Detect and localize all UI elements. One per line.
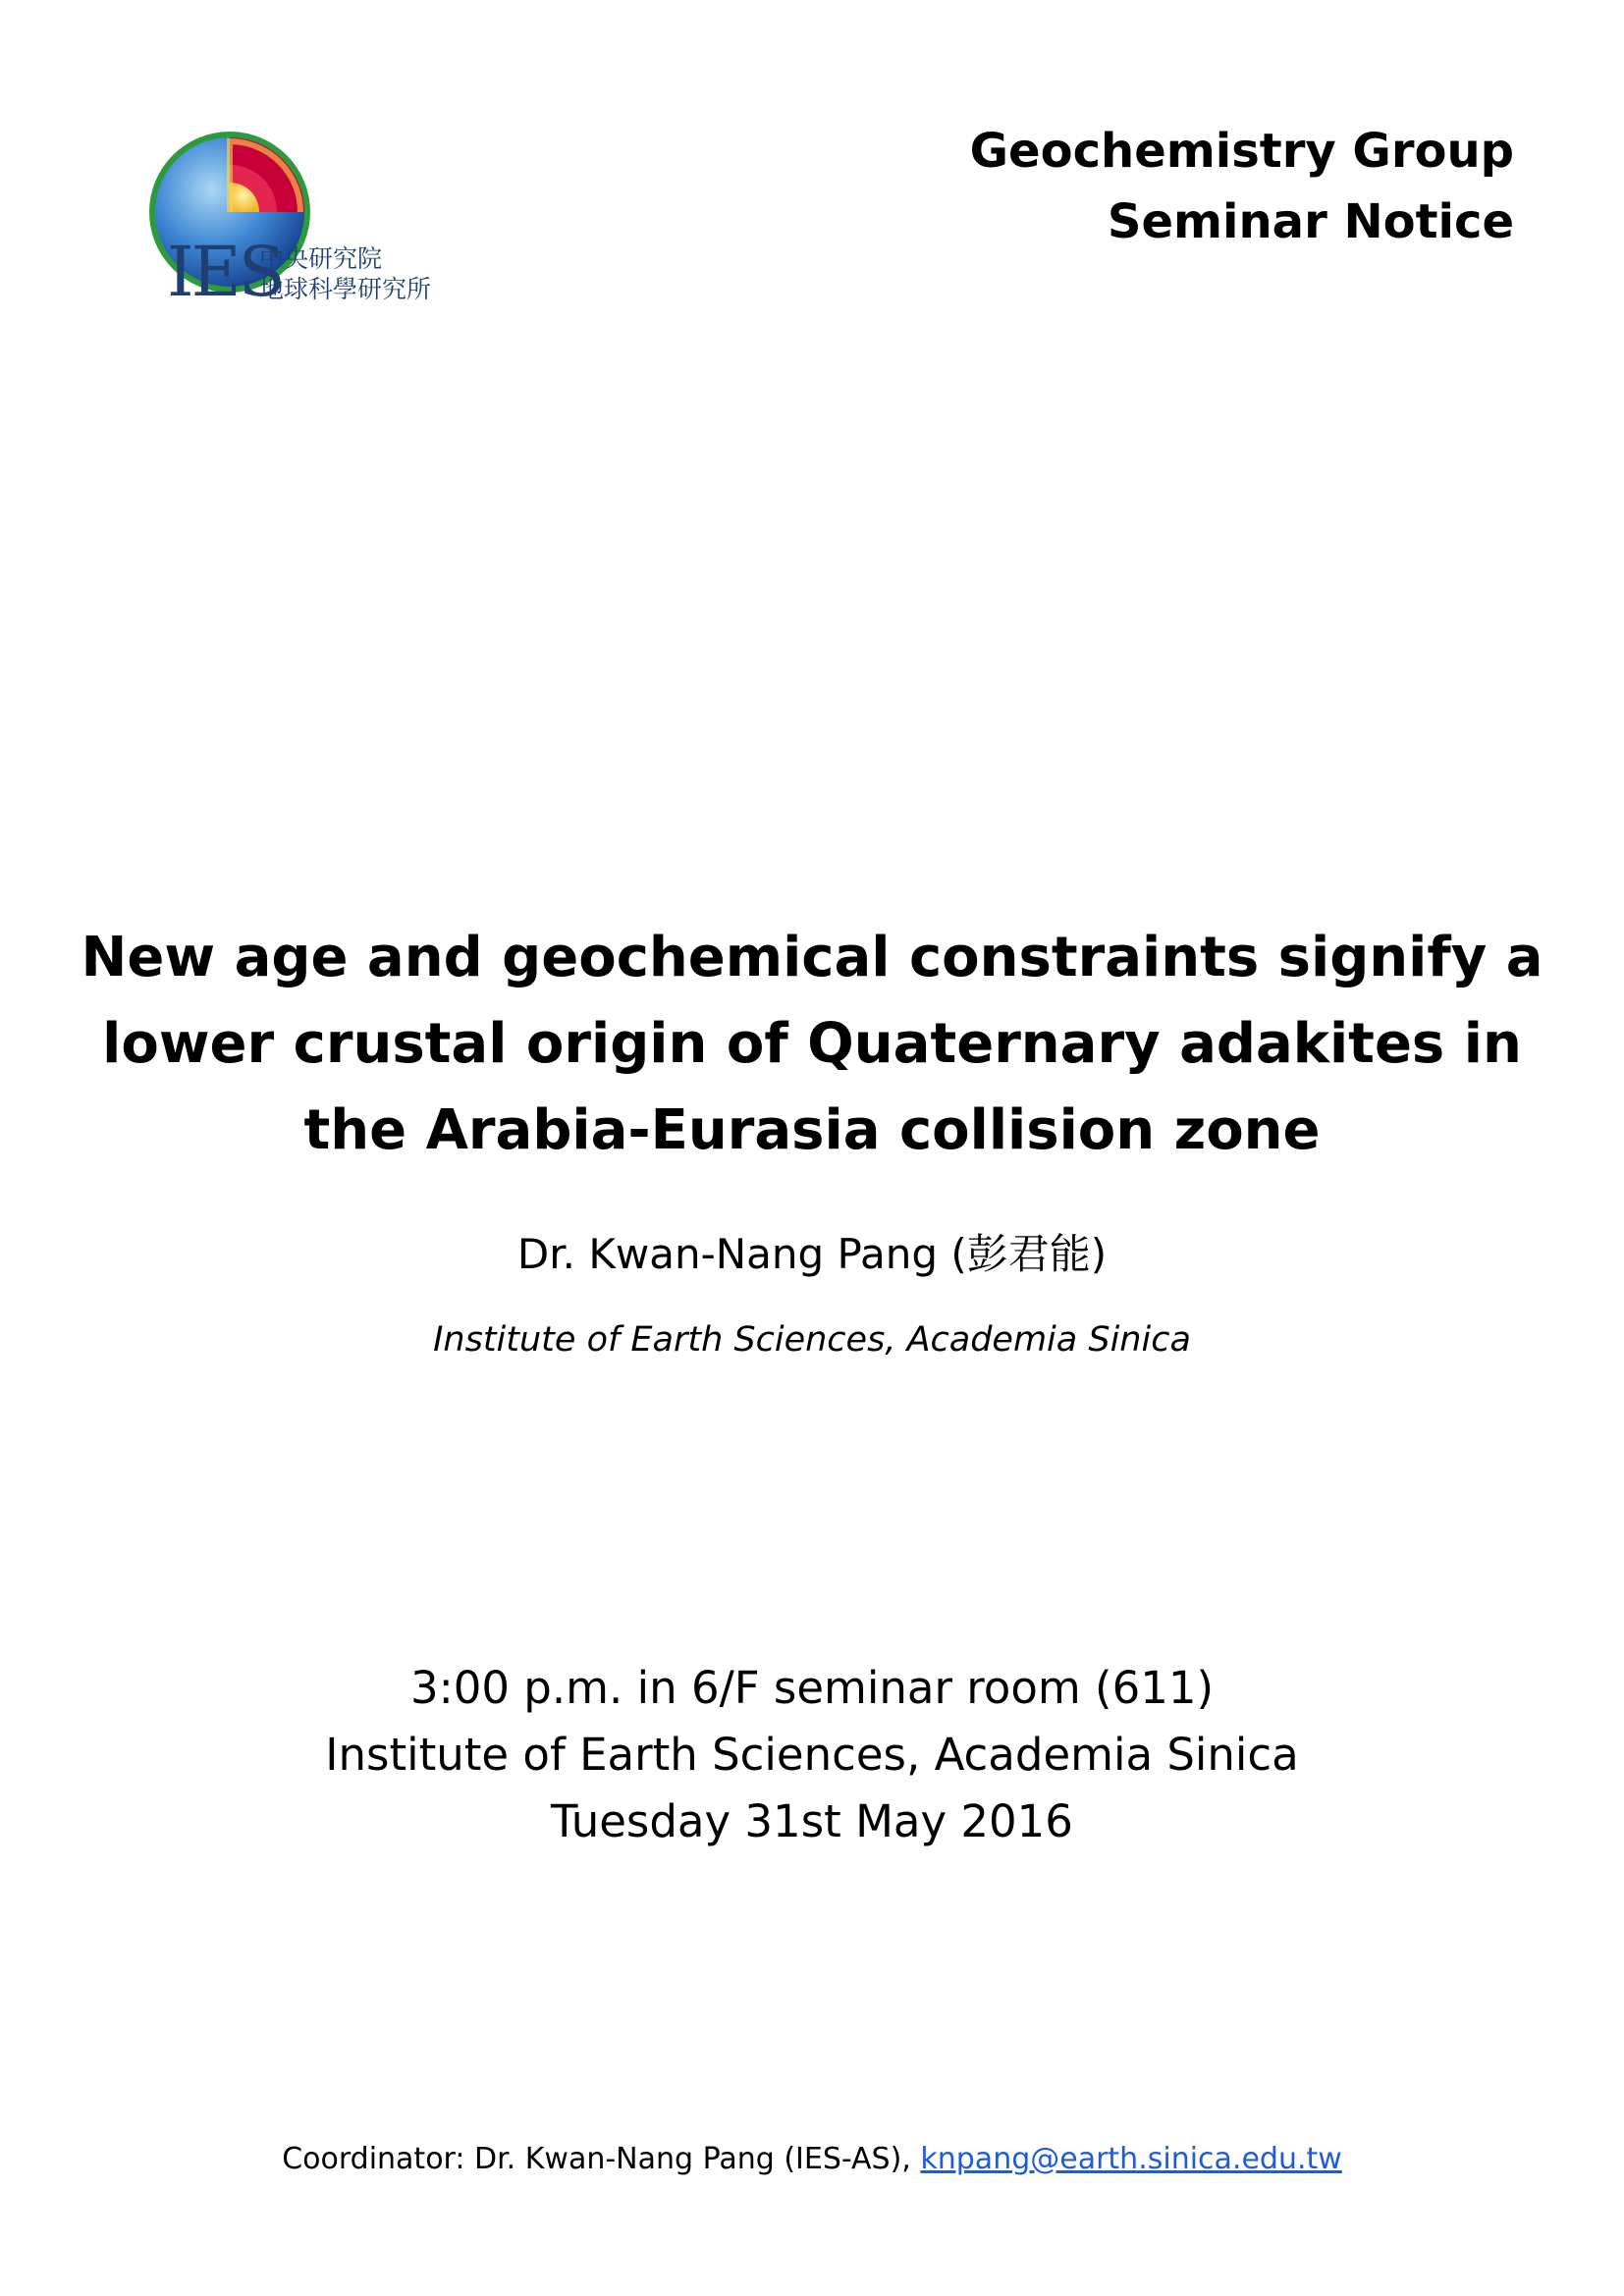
venue-institute: Institute of Earth Sciences, Academia Sinica bbox=[325, 1729, 1299, 1781]
coordinator-email-link[interactable]: knpang@earth.sinica.edu.tw bbox=[920, 2142, 1342, 2176]
group-name: Geochemistry Group bbox=[969, 124, 1514, 179]
speaker-name: Dr. Kwan-Nang Pang (彭君能) bbox=[516, 1230, 1108, 1278]
seminar-date: Tuesday 31st May 2016 bbox=[551, 1795, 1073, 1847]
logo-abbreviation: IES bbox=[167, 232, 283, 312]
coordinator-label: Coordinator: Dr. Kwan-Nang Pang (IES-AS), bbox=[282, 2142, 921, 2176]
title-line-3: the Arabia-Eurasia collision zone bbox=[303, 1098, 1321, 1162]
logo-cn-line1: 中央研究院 bbox=[259, 244, 383, 273]
title-line-1: New age and geochemical constraints signify a bbox=[81, 926, 1543, 989]
ies-logo bbox=[135, 122, 432, 312]
speaker-affiliation: Institute of Earth Sciences, Academia Sinica bbox=[433, 1320, 1191, 1360]
logo-cn-line2: 地球科學研究所 bbox=[259, 275, 432, 303]
logo-chinese-name bbox=[259, 243, 431, 304]
time-and-room: 3:00 p.m. in 6/F seminar room (611) bbox=[409, 1662, 1215, 1714]
coordinator-line bbox=[0, 2138, 1624, 2181]
notice-header bbox=[970, 116, 1514, 257]
seminar-details bbox=[0, 1655, 1624, 1855]
title-line-2: lower crustal origin of Quaternary adakites in bbox=[102, 1012, 1522, 1076]
seminar-title bbox=[0, 915, 1624, 1174]
notice-type: Seminar Notice bbox=[1107, 194, 1514, 249]
